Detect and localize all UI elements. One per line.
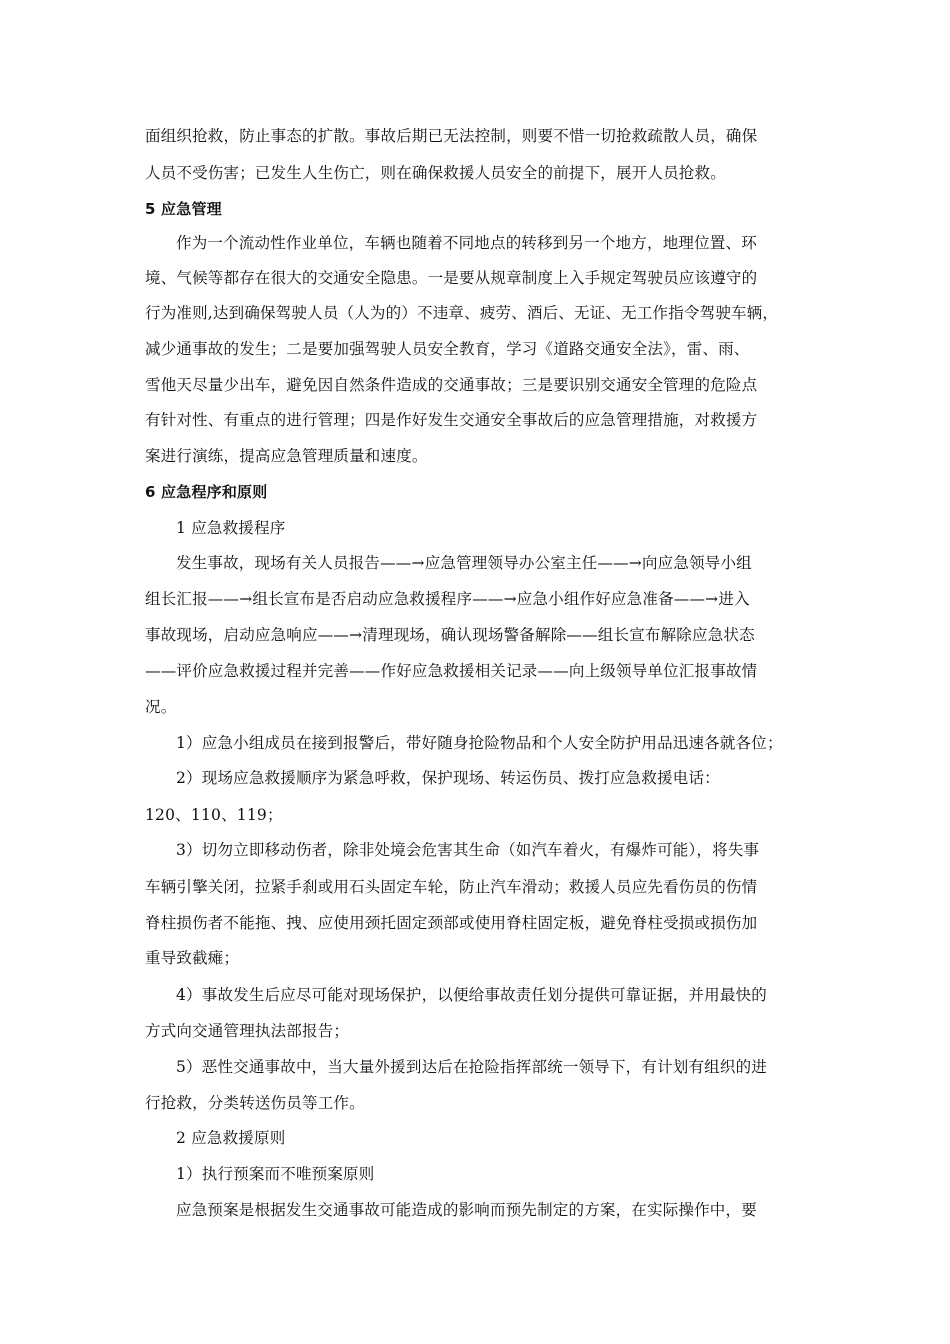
body-text-line: 脊柱损伤者不能拖、拽、应使用颈托固定颈部或使用脊柱固定板，避免脊柱受损或损伤加: [145, 914, 758, 932]
list-item: 1）执行预案而不唯预案原则: [176, 1165, 375, 1183]
body-text-line: 行为准则,达到确保驾驶人员（人为的）不违章、疲劳、酒后、无证、无工作指令驾驶车辆，: [145, 304, 779, 322]
body-text-line: 行抢救，分类转送伤员等工作。: [145, 1094, 365, 1112]
body-text-line: 组长汇报——→组长宣布是否启动应急救援程序——→应急小组作好应急准备——→进入: [145, 590, 750, 608]
list-item: 5）恶性交通事故中，当大量外援到达后在抢险指挥部统一领导下，有计划有组织的进: [176, 1058, 767, 1076]
body-text-line: 作为一个流动性作业单位，车辆也随着不同地点的转移到另一个地方，地理位置、环: [176, 234, 757, 252]
list-item: 1）应急小组成员在接到报警后，带好随身抢险物品和个人安全防护用品迅速各就各位；: [176, 734, 783, 752]
body-text-line: 减少通事故的发生；二是要加强驾驶人员安全教育，学习《道路交通安全法》，雷、雨、: [145, 340, 750, 358]
body-text-line: 事故现场，启动应急响应——→清理现场，确认现场警备解除——组长宣布解除应急状态: [145, 626, 755, 644]
list-item: 2）现场应急救援顺序为紧急呼救，保护现场、转运伤员、拨打应急救援电话：: [176, 769, 720, 787]
subsection-heading: 1 应急救援程序: [176, 519, 286, 537]
body-text-line: 重导致截瘫；: [145, 949, 240, 967]
body-text-line: 方式向交通管理执法部报告；: [145, 1022, 350, 1040]
body-text-line: 人员不受伤害；已发生人生伤亡，则在确保救援人员安全的前提下，展开人员抢救。: [145, 164, 726, 182]
body-text-line: 案进行演练，提高应急管理质量和速度。: [145, 447, 428, 465]
body-text-line: 面组织抢救，防止事态的扩散。事故后期已无法控制，则要不惜一切抢救疏散人员，确保: [145, 127, 758, 145]
body-text-line: 应急预案是根据发生交通事故可能造成的影响而预先制定的方案，在实际操作中，要: [176, 1201, 757, 1219]
body-text-line: 发生事故，现场有关人员报告——→应急管理领导办公室主任——→向应急领导小组: [176, 554, 752, 572]
body-text-line: 有针对性、有重点的进行管理；四是作好发生交通安全事故后的应急管理措施，对救援方: [145, 411, 758, 429]
body-text-line: 车辆引擎关闭，拉紧手刹或用石头固定车轮，防止汽车滑动；救援人员应先看伤员的伤情: [145, 878, 758, 896]
body-text-line: 境、气候等都存在很大的交通安全隐患。一是要从规章制度上入手规定驾驶员应该遵守的: [145, 269, 758, 287]
list-item: 4）事故发生后应尽可能对现场保护，以便给事故责任划分提供可靠证据，并用最快的: [176, 986, 767, 1004]
section-heading: 6 应急程序和原则: [145, 483, 268, 501]
body-text-line: ——评价应急救援过程并完善——作好应急救援相关记录——向上级领导单位汇报事故情: [145, 662, 758, 680]
subsection-heading: 2 应急救援原则: [176, 1129, 286, 1147]
list-item: 3）切勿立即移动伤者，除非处境会危害其生命（如汽车着火，有爆炸可能），将失事: [176, 841, 760, 859]
body-text-line: 雪他天尽量少出车，避免因自然条件造成的交通事故；三是要识别交通安全管理的危险点: [145, 376, 758, 394]
section-heading: 5 应急管理: [145, 200, 222, 218]
body-text-line: 120、110、119；: [145, 806, 283, 824]
body-text-line: 况。: [145, 698, 177, 716]
